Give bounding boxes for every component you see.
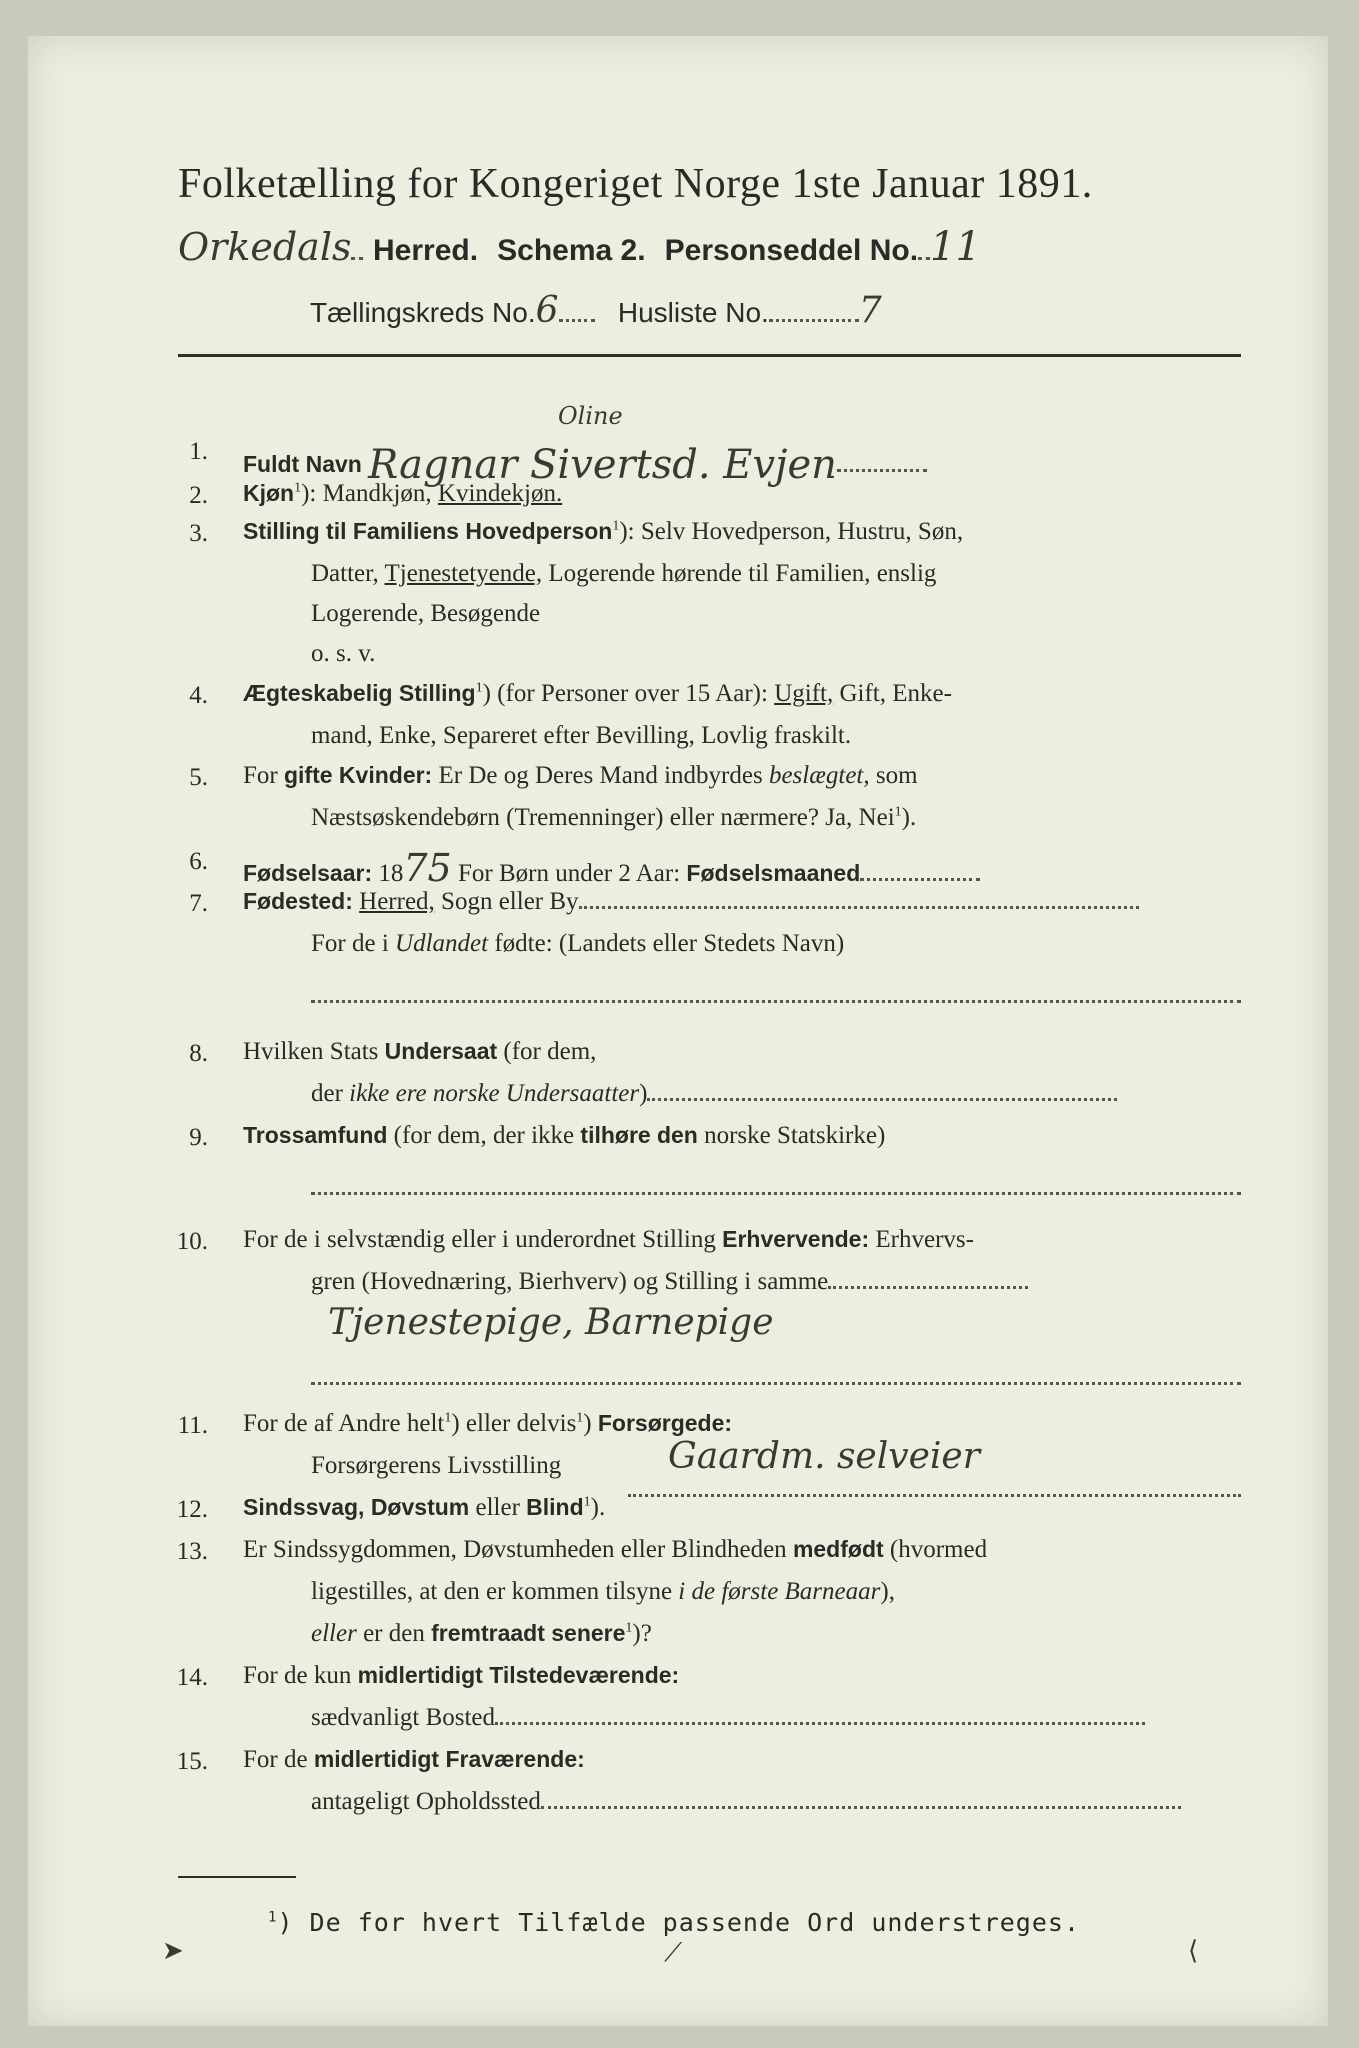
q1-row	[243, 436, 927, 488]
q1-number: 1.	[189, 438, 208, 465]
q8-line1: Hvilken Stats Undersaat (for dem,	[243, 1038, 597, 1065]
q2-row: Kjøn$^1$): Mandkjøn, Kvindekjøn.	[243, 480, 563, 507]
q9-label: Trossamfund	[243, 1122, 388, 1148]
q5-number: 5.	[189, 764, 208, 791]
corner-mark-left: ➤	[162, 1936, 184, 1966]
q7-line2: For de i Udlandet fødte: (Landets eller Stedets Navn)	[311, 930, 845, 957]
q4-selected-ugift: Ugift,	[774, 680, 834, 707]
q10-number: 10.	[176, 1228, 208, 1255]
q13-line1: Er Sindssygdommen, Døvstumheden eller Blindheden medfødt (hvormed	[243, 1536, 988, 1563]
kreds-number: 6	[535, 290, 559, 331]
q10-answer: Tjenestepige, Barnepige	[328, 1302, 774, 1343]
q11-line1: For de af Andre helt$^1$) eller delvis$^1$) Forsørgede:	[243, 1410, 733, 1437]
q7-label: Fødested:	[243, 888, 353, 914]
schema-label: Schema 2.	[497, 234, 646, 267]
q5-line2: Næstsøskendebørn (Tremenninger) eller nærmere? Ja, Nei$^1$).	[311, 804, 917, 831]
q7-number: 7.	[189, 890, 208, 917]
q8-number: 8.	[189, 1040, 208, 1067]
q15-line1: For de midlertidigt Fraværende:	[243, 1746, 585, 1773]
q6-birth-year-answer: 75	[403, 846, 452, 890]
q3-line3: Logerende, Besøgende	[311, 600, 541, 627]
husliste-number: 7	[858, 290, 882, 331]
q13-line3: eller er den fremtraadt senere$^1$)?	[311, 1620, 652, 1647]
footnote-divider	[178, 1876, 296, 1878]
q3-line2: Datter, Tjenestetyende, Logerende hørende til Familien, enslig	[311, 560, 937, 587]
q8-line2: der ikke ere norske Undersaatter)	[311, 1080, 1117, 1108]
q10-line2: gren (Hovednæring, Bierhverv) og Stilling i samme	[311, 1268, 1028, 1296]
q14-line2: sædvanligt Bosted	[311, 1704, 1145, 1732]
q13-number: 13.	[176, 1538, 208, 1565]
q4-label: Ægteskabelig Stilling	[243, 680, 476, 706]
q2-selected-kvindekjon: Kvindekjøn.	[437, 480, 563, 507]
census-form-sheet	[28, 36, 1328, 2026]
form-title: Folketælling for Kongeriget Norge 1ste Januar 1891.	[178, 161, 1093, 207]
q11-line2: Forsørgerens Livsstilling	[311, 1452, 562, 1479]
footnote: $^1$) De for hvert Tilfælde passende Ord understreges.	[268, 1908, 1081, 1937]
herred-line	[178, 224, 981, 270]
q6-row: Fødselsaar: 1875 For Børn under 2 Aar: Fødselsmaaned	[243, 846, 980, 890]
q10-answer-line	[311, 1364, 1241, 1385]
q11-answer-line	[628, 1476, 1241, 1497]
q2-number: 2.	[189, 482, 208, 509]
q1-answer: Ragnar Sivertsd. Evjen	[368, 442, 837, 488]
q10-line1: For de i selvstændig eller i underordnet Stilling Erhvervende: Erhvervs-	[243, 1226, 974, 1253]
q5-line1: For gifte Kvinder: Er De og Deres Mand indbyrdes beslægtet, som	[243, 762, 918, 789]
q15-number: 15.	[176, 1748, 208, 1775]
q3-line4: o. s. v.	[311, 640, 376, 667]
q4-line2: mand, Enke, Separeret efter Bevilling, Lovlig fraskilt.	[311, 722, 852, 749]
q3-label: Stilling til Familiens Hovedperson	[243, 518, 613, 544]
q2-label: Kjøn	[243, 480, 295, 506]
q9-answer-line	[311, 1174, 1241, 1195]
q11-answer: Gaardm. selveier	[668, 1436, 980, 1477]
corner-mark-right: ⟨	[1188, 1936, 1199, 1966]
herred-label: Herred.	[373, 234, 479, 267]
q4-number: 4.	[189, 682, 208, 709]
q7-selected-herred: Herred,	[359, 888, 435, 915]
q9-number: 9.	[189, 1124, 208, 1151]
kreds-line	[310, 290, 882, 331]
kreds-label: Tællingskreds No.	[310, 297, 536, 328]
q6-number: 6.	[189, 848, 208, 875]
corner-mark-center: ⟋	[664, 1938, 683, 1968]
q4-line1: Ægteskabelig Stilling$^1$) (for Personer over 15 Aar): Ugift, Gift, Enke-	[243, 680, 952, 707]
q3-number: 3.	[189, 520, 208, 547]
q12-row: Sindssvag, Døvstum eller Blind$^1$).	[243, 1494, 606, 1521]
q14-line1: For de kun midlertidigt Tilstedeværende:	[243, 1662, 680, 1689]
q15-line2: antageligt Opholdssted	[311, 1788, 1181, 1816]
q7-line1: Fødested: Herred, Sogn eller By	[243, 888, 1139, 916]
q12-number: 12.	[176, 1496, 208, 1523]
q11-number: 11.	[177, 1412, 208, 1439]
q1-answer-above: Oline	[558, 402, 623, 430]
q13-line2: ligestilles, at den er kommen tilsyne i de første Barneaar),	[311, 1578, 895, 1605]
herred-handwritten: Orkedals	[178, 225, 352, 269]
q3-line1: Stilling til Familiens Hovedperson$^1$): Selv Hovedperson, Hustru, Søn,	[243, 518, 964, 545]
header-divider	[178, 354, 1241, 357]
q14-number: 14.	[176, 1664, 208, 1691]
q3-selected-tjenestetyende: Tjenestetyende,	[384, 560, 543, 587]
q9-row: Trossamfund (for dem, der ikke tilhøre den norske Statskirke)	[243, 1122, 886, 1149]
q7-answer-line	[311, 982, 1241, 1003]
husliste-label: Husliste No.	[617, 297, 769, 328]
personseddel-label: Personseddel No.	[664, 234, 919, 267]
q6-label: Fødselsaar:	[243, 860, 373, 886]
personseddel-number: 11	[930, 224, 981, 270]
q1-label: Fuldt Navn	[243, 451, 362, 477]
